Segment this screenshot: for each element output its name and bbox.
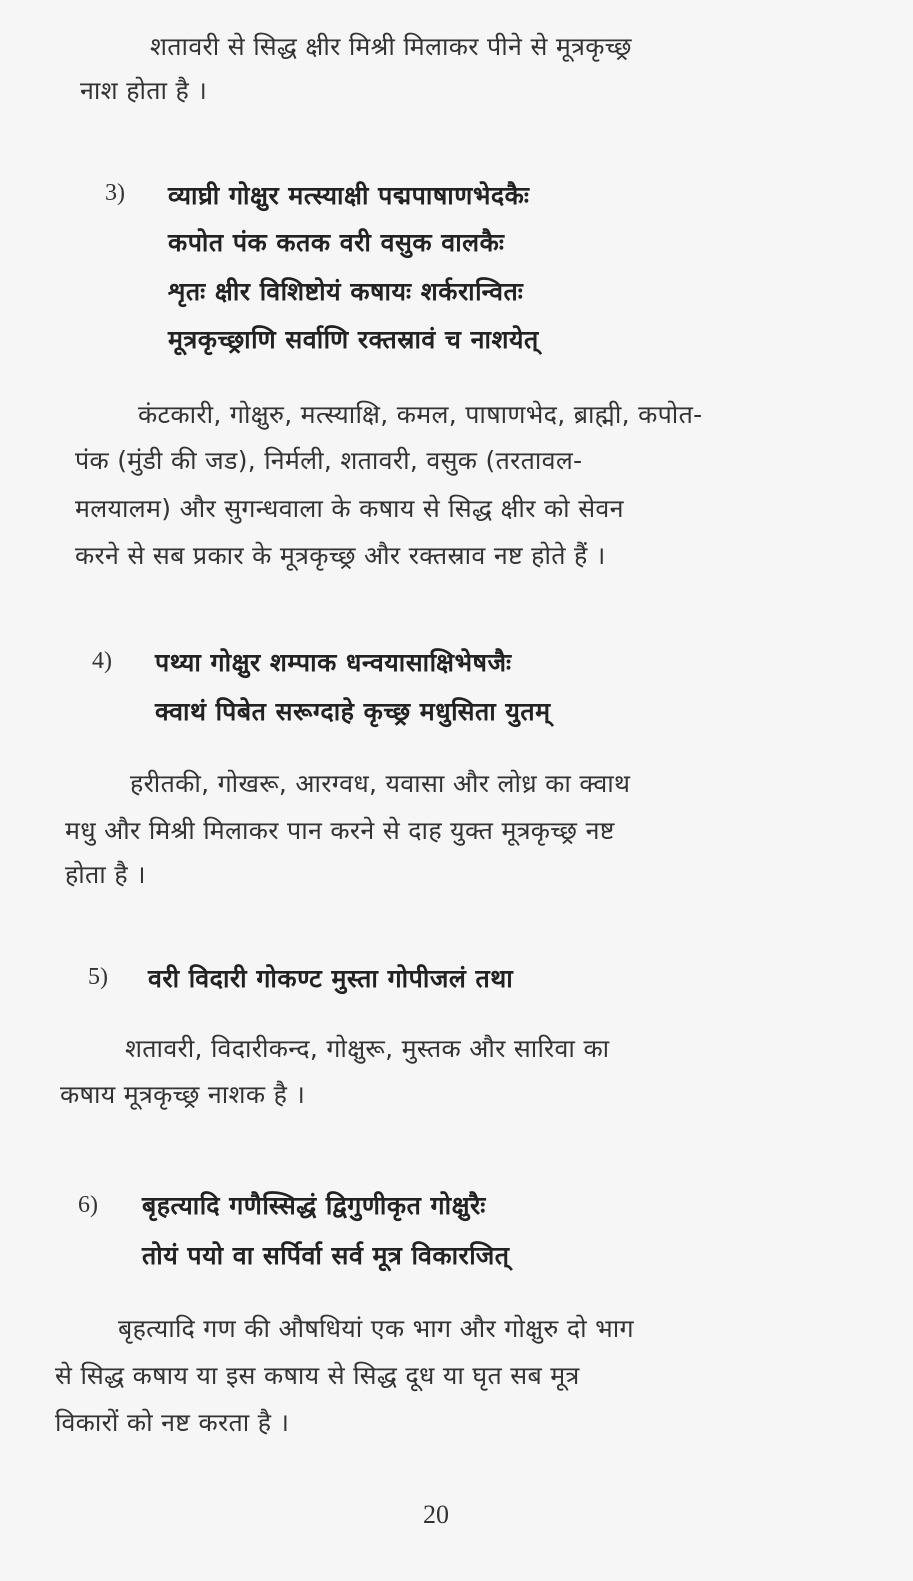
prose-line-3: विकारों को नष्ट करता है । [55,1408,290,1437]
prose-line-3: मलयालम) और सुगन्धवाला के कषाय से सिद्ध क्षीर को सेवन [75,494,624,523]
prose-line-2: पंक (मुंडी की जड), निर्मली, शतावरी, वसुक (तरतावल- [75,446,583,475]
section-number: 4) [92,648,112,674]
verse-line-1: बृहत्यादि गणैस्सिद्धं द्विगुणीकृत गोक्षुरैः [142,1191,486,1220]
prose-line-2: से सिद्ध कषाय या इस कषाय से सिद्ध दूध या घृत सब मूत्र [55,1361,580,1390]
prose-line-1: हरीतकी, गोखरू, आरग्वध, यवासा और लोध्र का क्वाथ [130,769,631,798]
verse-line-1: व्याघ्री गोक्षुर मत्स्याक्षी पद्मपाषाणभेदकैः [168,181,530,210]
section-number: 3) [105,180,125,206]
prose-line-3: होता है । [65,860,146,889]
prose-line-2: मधु और मिश्री मिलाकर पान करने से दाह युक्त मूत्रकृच्छ्र नष्ट [65,816,615,845]
prose-line-1: बृहत्यादि गण की औषधियां एक भाग और गोक्षुरु दो भाग [118,1314,634,1343]
intro-line-1: शतावरी से सिद्ध क्षीर मिश्री मिलाकर पीने से मूत्रकृच्छ्र [150,32,632,61]
verse-line-1: वरी विदारी गोकण्ट मुस्ता गोपीजलं तथा [148,964,514,993]
verse-line-2: क्वाथं पिबेत सरूग्दाहे कृच्छ्र मधुसिता युतम् [155,697,551,726]
section-number: 5) [88,964,108,990]
section-number: 6) [78,1192,98,1218]
page-number: 20 [423,1500,449,1529]
verse-line-2: कपोत पंक कतक वरी वसुक वालकैः [168,228,505,257]
verse-line-2: तोयं पयो वा सर्पिर्वा सर्व मूत्र विकारजित् [142,1241,510,1270]
prose-line-2: कषाय मूत्रकृच्छ्र नाशक है । [60,1080,306,1109]
verse-line-1: पथ्या गोक्षुर शम्पाक धन्वयासाक्षिभेषजैः [155,648,512,677]
prose-line-4: करने से सब प्रकार के मूत्रकृच्छ्र और रक्तस्राव नष्ट होते हैं । [75,541,606,570]
intro-line-2: नाश होता है । [80,76,208,105]
prose-line-1: शतावरी, विदारीकन्द, गोक्षुरू, मुस्तक और सारिवा का [125,1034,610,1063]
verse-line-3: शृतः क्षीर विशिष्टोयं कषायः शर्करान्वितः [168,277,524,306]
verse-line-4: मूत्रकृच्छ्राणि सर्वाणि रक्तस्रावं च नाशयेत् [168,325,539,354]
prose-line-1: कंटकारी, गोक्षुरु, मत्स्याक्षि, कमल, पाषाणभेद, ब्राह्मी, कपोत- [138,400,703,429]
